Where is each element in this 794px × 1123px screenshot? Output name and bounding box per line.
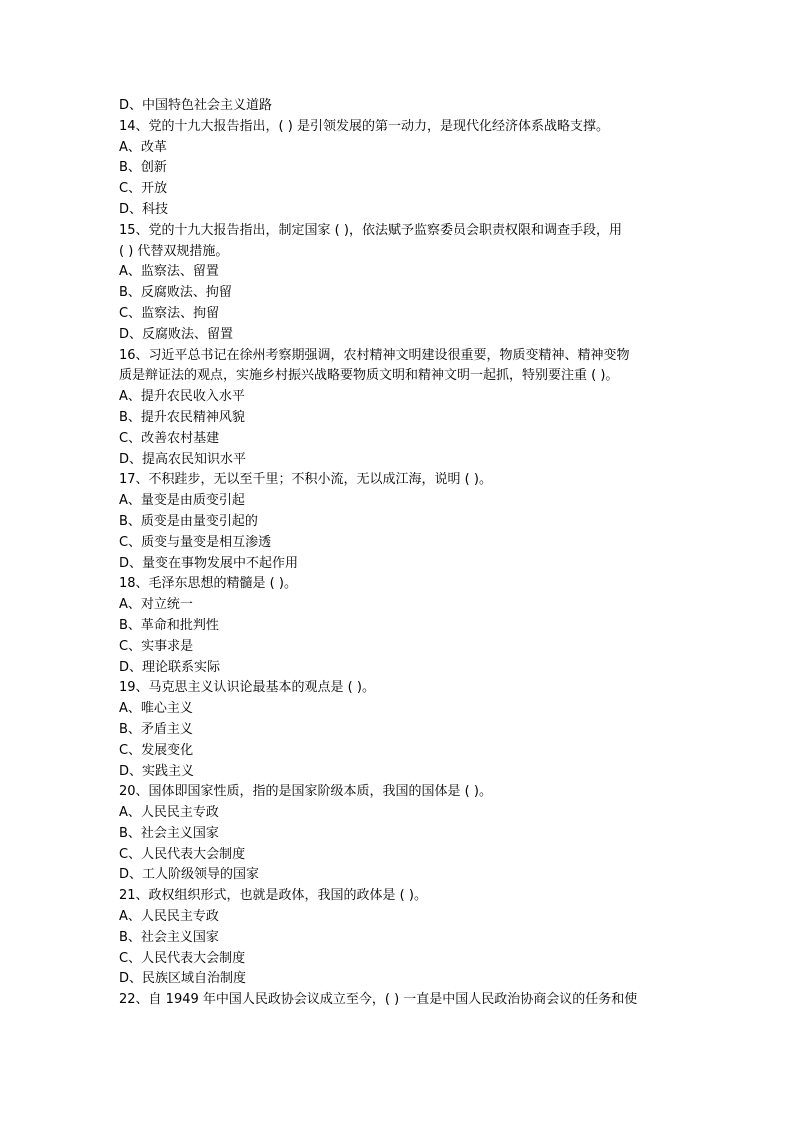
question-line: 质是辩证法的观点，实施乡村振兴战略要物质文明和精神文明一起抓，特别要注重 ( )。 (119, 368, 619, 384)
option-line: D、理论联系实际 (119, 659, 221, 675)
option-line: C、实事求是 (119, 638, 194, 654)
option-line: C、改善农村基建 (119, 430, 220, 446)
question-line: 14、党的十九大报告指出，( ) 是引领发展的第一动力，是现代化经济体系战略支撑。 (119, 118, 609, 134)
option-line: C、监察法、拘留 (119, 305, 220, 321)
option-line: C、人民代表大会制度 (119, 846, 246, 862)
option-line: D、科技 (119, 201, 169, 217)
option-line: A、量变是由质变引起 (119, 493, 245, 509)
option-line: D、工人阶级领导的国家 (119, 867, 260, 883)
option-line: B、创新 (119, 160, 167, 176)
question-line: 21、政权组织形式，也就是政体，我国的政体是 ( )。 (119, 888, 427, 904)
option-line: C、开放 (119, 181, 168, 197)
option-line: A、人民民主专政 (119, 909, 219, 925)
document-body (119, 96, 679, 1011)
option-line: D、提高农民知识水平 (119, 451, 247, 467)
question-line: 20、国体即国家性质，指的是国家阶级本质，我国的国体是 ( )。 (119, 784, 492, 800)
option-line: D、量变在事物发展中不起作用 (119, 555, 299, 571)
option-line: B、矛盾主义 (119, 721, 193, 737)
question-line: 17、不积跬步，无以至千里；不积小流，无以成江海，说明 ( )。 (119, 472, 492, 488)
option-line: B、提升农民精神风貌 (119, 409, 245, 425)
question-line: 19、马克思主义认识论最基本的观点是 ( )。 (119, 680, 375, 696)
option-line: A、人民民主专政 (119, 805, 219, 821)
option-line: A、提升农民收入水平 (119, 389, 245, 405)
option-line: A、监察法、留置 (119, 264, 219, 280)
option-line: B、社会主义国家 (119, 929, 219, 945)
question-line: 22、自 1949 年中国人民政协会议成立至今，( ) 一直是中国人民政治协商会议的任务和使 (119, 992, 638, 1008)
option-line: D、中国特色社会主义道路 (119, 98, 273, 113)
option-line: B、质变是由量变引起的 (119, 513, 258, 529)
option-line: C、质变与量变是相互渗透 (119, 534, 272, 550)
option-line: A、改革 (119, 139, 167, 155)
option-line: C、发展变化 (119, 742, 194, 758)
option-line: A、唯心主义 (119, 701, 193, 717)
option-line: C、人民代表大会制度 (119, 950, 246, 966)
question-line: ( ) 代替双规措施。 (119, 243, 229, 259)
option-line: B、革命和批判性 (119, 617, 219, 633)
option-line: D、民族区域自治制度 (119, 971, 247, 987)
question-line: 18、毛泽东思想的精髓是 ( )。 (119, 576, 297, 592)
question-line: 16、习近平总书记在徐州考察期强调，农村精神文明建设很重要，物质变精神、精神变物 (119, 347, 630, 363)
option-line: B、社会主义国家 (119, 825, 219, 841)
option-line: B、反腐败法、拘留 (119, 285, 232, 301)
option-line: D、实践主义 (119, 763, 195, 779)
option-line: A、对立统一 (119, 597, 193, 613)
question-line: 15、党的十九大报告指出，制定国家 ( )，依法赋予监察委员会职责权限和调查手段，用 (119, 222, 622, 238)
option-line: D、反腐败法、留置 (119, 326, 234, 342)
